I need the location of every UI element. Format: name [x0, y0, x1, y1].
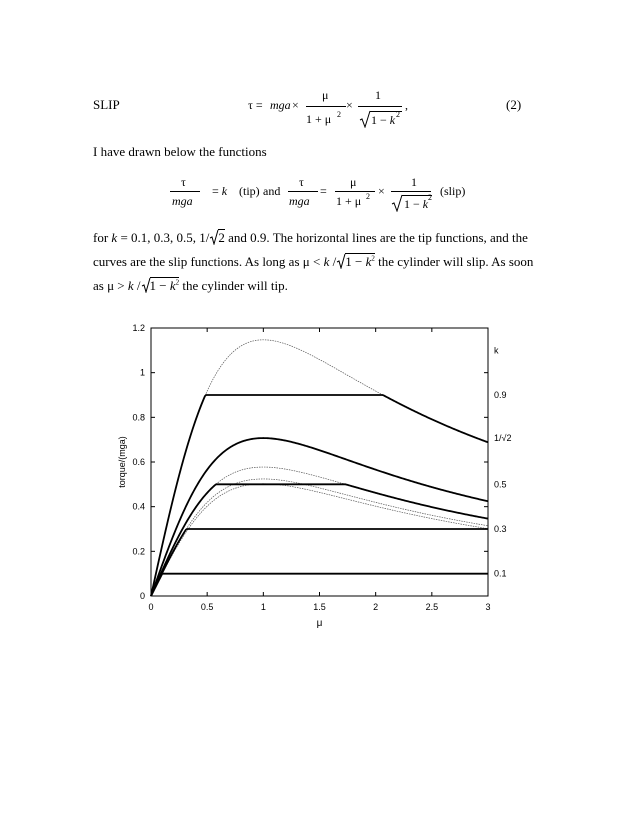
times-sign: ×: [292, 98, 299, 112]
y-tick-label: 0.4: [132, 501, 145, 512]
tip-envelope: [151, 438, 488, 596]
mu-numerator-2: μ: [350, 175, 357, 189]
mu-denominator-2: 1 + μ: [336, 194, 362, 208]
equation-number: (2): [506, 97, 522, 112]
slip-curve: [151, 340, 488, 596]
equals-sign: =: [320, 184, 327, 198]
k-label: 0.3: [494, 524, 507, 534]
mga-denominator-2: mga: [289, 194, 310, 208]
para-line-1: for k = 0.1, 0.3, 0.5, 1/ 2 and 0.9. The horizontal lines are the tip functions, and the: [93, 230, 528, 245]
intro-text: I have drawn below the functions: [93, 144, 267, 159]
y-tick-label: 1.2: [132, 323, 145, 333]
legend-title: k: [494, 345, 499, 356]
exponent-2b: 2: [396, 110, 400, 119]
exponent-2c: 2: [366, 192, 370, 201]
k-label: 0.5: [494, 479, 507, 490]
x-tick-label: 2.5: [425, 602, 439, 612]
exponent-2d: 2: [428, 193, 432, 202]
x-tick-label: 1.5: [313, 602, 326, 612]
mga-denominator: mga: [172, 194, 193, 208]
y-tick-label: 0.6: [132, 457, 145, 467]
para-line-3: as μ > k / $1 - k^2$ the cylinder will tip.: [93, 278, 288, 293]
radicand: 1 − k: [371, 113, 396, 127]
y-axis-label: torque/(mga): [117, 436, 127, 488]
and-text: and: [263, 184, 281, 198]
k-label: 0.9: [494, 390, 507, 400]
slip-curve: [151, 479, 488, 596]
slip-curve: [151, 438, 488, 596]
tip-envelope: [151, 529, 488, 596]
times-sign-3: ×: [378, 184, 385, 198]
tau-lhs: τ =: [248, 98, 263, 112]
sqrt-term: $1 - k^2$: [336, 254, 375, 270]
x-tick-label: 1: [260, 602, 266, 612]
x-tick-label: 0: [148, 602, 154, 612]
equals-k: = k: [212, 184, 228, 198]
k-label: 0.1: [494, 568, 507, 579]
sqrt-term-2: $1 - k^2$: [141, 278, 180, 294]
radicand-2: 1 − k: [404, 197, 429, 211]
x-tick-label: 0.5: [200, 602, 214, 612]
equation-label: SLIP: [93, 97, 120, 112]
mu-denominator: 1 + μ: [306, 112, 332, 126]
x-axis-label: μ: [316, 618, 323, 629]
tau-numerator: τ: [181, 175, 186, 189]
times-sign-2: ×: [346, 98, 353, 112]
mu-numerator: μ: [322, 88, 329, 102]
one-numerator-2: 1: [411, 175, 417, 189]
one-numerator: 1: [375, 88, 381, 102]
slip-curve: [151, 467, 488, 596]
k-label: 1/√2: [494, 433, 512, 444]
x-tick-label: 3: [485, 602, 491, 612]
sqrt-two: 2: [209, 230, 225, 246]
exponent-2: 2: [337, 110, 341, 119]
y-tick-label: 0.2: [132, 546, 145, 557]
y-tick-label: 1: [139, 367, 145, 378]
tau-numerator-2: τ: [299, 175, 304, 189]
x-tick-label: 2: [373, 602, 379, 612]
plot-frame: [151, 328, 488, 596]
tip-label: (tip): [239, 184, 260, 198]
mga-term: mga: [270, 98, 291, 112]
y-tick-label: 0.8: [132, 412, 145, 423]
slip-label: (slip): [440, 184, 466, 198]
tip-envelope: [151, 395, 488, 596]
tip-envelope: [151, 484, 488, 596]
comma: ,: [405, 98, 408, 112]
para-line-2: curves are the slip functions. As long as μ < k / $1 - k^2$ the cylinder will slip. As soon: [93, 254, 534, 269]
y-tick-label: 0: [139, 591, 145, 601]
